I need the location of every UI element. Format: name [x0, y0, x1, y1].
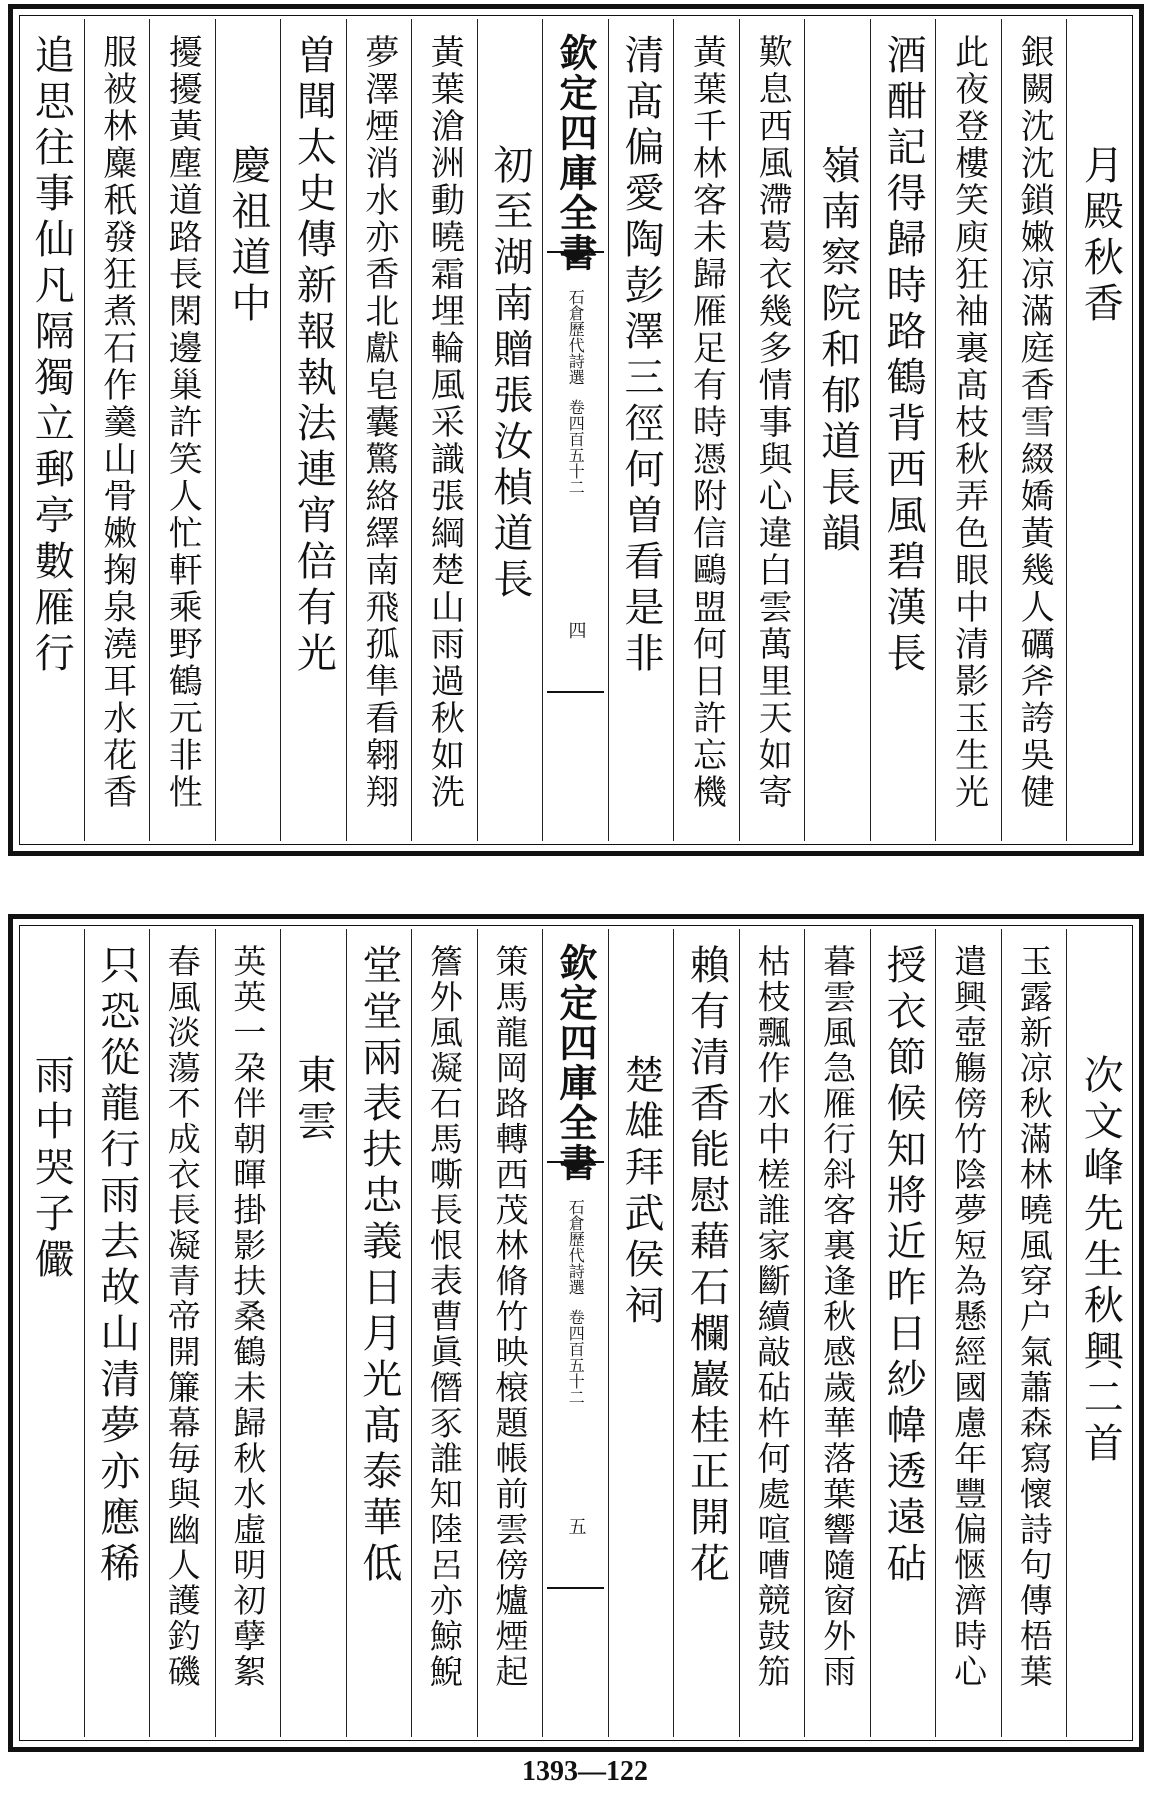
- poem-title-column: [216, 19, 282, 841]
- verse-line: 曽聞太史傳新報執法連宵倍有光: [290, 34, 337, 678]
- poem-title-column: [609, 929, 675, 1737]
- verse-column: [19, 19, 85, 841]
- verse-column: [150, 19, 216, 841]
- verse-column: [609, 19, 675, 841]
- poem-title: 雨中哭子儼: [28, 1054, 75, 1284]
- spine-rule: [547, 1587, 604, 1589]
- poem-title: 次文峰先生秋興二首: [1077, 1054, 1124, 1468]
- verse-column: [478, 929, 544, 1737]
- poem-title-column: [281, 929, 347, 1737]
- verse-line: 英英一朶伴朝暉掛影扶桑鶴未歸秋水虛明初孽絮: [228, 944, 268, 1690]
- verse-column: [936, 19, 1002, 841]
- verse-line: 春風淡蕩不成衣長凝青帝開簾幕毎與幽人護釣磯: [162, 944, 202, 1690]
- leaf-number: 五: [565, 1517, 587, 1535]
- verse-column: [1002, 929, 1068, 1737]
- verse-column: [412, 19, 478, 841]
- verse-line: 賴有清香能慰藉石欄巖桂正開花: [683, 944, 730, 1588]
- poem-title-column: [805, 19, 871, 841]
- verse-column: [871, 19, 937, 841]
- poem-title-column: [1067, 19, 1133, 841]
- verse-line: 歎息西風滯葛衣幾多情事與心違白雲萬里天如寄: [752, 34, 793, 811]
- leaf-number: 四: [565, 621, 587, 639]
- verse-column: [347, 929, 413, 1737]
- verse-column: [281, 19, 347, 841]
- verse-line: 擾擾黃塵道路長閑邊巢許笑人忙軒乘野鶴元非性: [162, 34, 203, 811]
- verse-column: [674, 19, 740, 841]
- poem-title-column: [478, 19, 544, 841]
- poem-title: 嶺南察院和郁道長韻: [814, 144, 861, 558]
- verse-line: 銀闕沈沈鎖嫩凉滿庭香雪綴嬌黃幾人礪斧誇吳健: [1014, 34, 1055, 811]
- verse-column: [412, 929, 478, 1737]
- verse-line: 黃葉千林客未歸雁足有時憑附信鷗盟何日許忘機: [686, 34, 727, 811]
- verse-column: [150, 929, 216, 1737]
- verse-column: [936, 929, 1002, 1737]
- spine-volume: 卷四百五十二: [566, 399, 586, 495]
- verse-line: 暮雲風急雁行斜客裏逢秋感歲華落葉響隨窗外雨: [818, 944, 858, 1690]
- poem-title-column: [1067, 929, 1133, 1737]
- verse-line: 清髙偏愛陶彭澤三徑何曽看是非: [618, 34, 664, 678]
- page-one: [8, 4, 1144, 856]
- spine-collection: 石倉歷代詩選: [566, 289, 586, 385]
- spine-rule: [547, 691, 604, 693]
- poem-title: 東雲: [290, 1054, 337, 1146]
- verse-line: 黃葉滄洲動曉霜埋輪風采識張綱楚山雨過秋如洗: [424, 34, 465, 811]
- verse-line: 此夜登樓笑庾狂袖裏髙枝秋弄色眼中清影玉生光: [948, 34, 989, 811]
- poem-title: 慶祖道中: [224, 144, 271, 328]
- verse-line: 酒酣記得歸時路鶴背西風碧漢長: [880, 34, 927, 678]
- poem-title-column: [19, 929, 85, 1737]
- spine-book-title: 欽定四庫全書: [552, 33, 598, 273]
- verse-column: [674, 929, 740, 1737]
- verse-column: [740, 19, 806, 841]
- verse-column: [85, 19, 151, 841]
- verse-column: [1002, 19, 1068, 841]
- spine-book-title: 欽定四庫全書: [552, 943, 598, 1183]
- verse-column: [740, 929, 806, 1737]
- verse-column: [805, 929, 871, 1737]
- verse-line: 只恐從龍行雨去故山清夢亦應稀: [93, 944, 140, 1588]
- verse-line: 枯枝飄作水中槎誰家斷續敲砧杵何處喧嘈競鼓笳: [752, 944, 792, 1690]
- verse-line: 服被林麋秖發狂煮石作羹山骨嫩掬泉澆耳水花香: [96, 34, 137, 811]
- verse-line: 授衣節候知將近昨日紗幃透遠砧: [880, 944, 927, 1588]
- verse-column: [347, 19, 413, 841]
- poem-title: 楚雄拜武侯祠: [618, 1054, 664, 1330]
- verse-line: 追思往事仙凡隔獨立郵亭數雁行: [28, 34, 75, 678]
- verse-line: 夢澤煙消水亦香北獻皂囊驚絡繹南飛孤隼看翱翔: [358, 34, 399, 811]
- verse-column: [216, 929, 282, 1737]
- verse-column: [871, 929, 937, 1737]
- verse-line: 遣興壺觴傍竹陰夢短為懸經國慮年豐偏愜濟時心: [949, 944, 989, 1690]
- spine-column: [543, 19, 609, 841]
- fishtail-mark: [547, 251, 604, 271]
- fishtail-mark: [547, 1161, 604, 1181]
- poem-title: 初至湖南贈張汝楨道長: [486, 144, 533, 604]
- verse-line: 簷外風凝石馬嘶長恨表曹眞僭豕誰知陸呂亦鯨鯢: [424, 944, 464, 1690]
- poem-title: 月殿秋香: [1077, 144, 1124, 328]
- verse-column: [85, 929, 151, 1737]
- spine-volume: 卷四百五十二: [566, 1309, 586, 1405]
- spine-column: [543, 929, 609, 1737]
- verse-line: 堂堂兩表扶忠義日月光髙泰華低: [355, 944, 402, 1588]
- verse-line: 策馬龍岡路轉西茂林脩竹映榱題帳前雲傍爐煙起: [490, 944, 530, 1690]
- spine-collection: 石倉歷代詩選: [566, 1199, 586, 1295]
- page-two: [8, 914, 1144, 1752]
- page-footer-number: 1393—122: [522, 1756, 648, 1787]
- verse-line: 玉露新凉秋滿林曉風穿户氣蕭森寫懷詩句傳梧葉: [1014, 944, 1054, 1690]
